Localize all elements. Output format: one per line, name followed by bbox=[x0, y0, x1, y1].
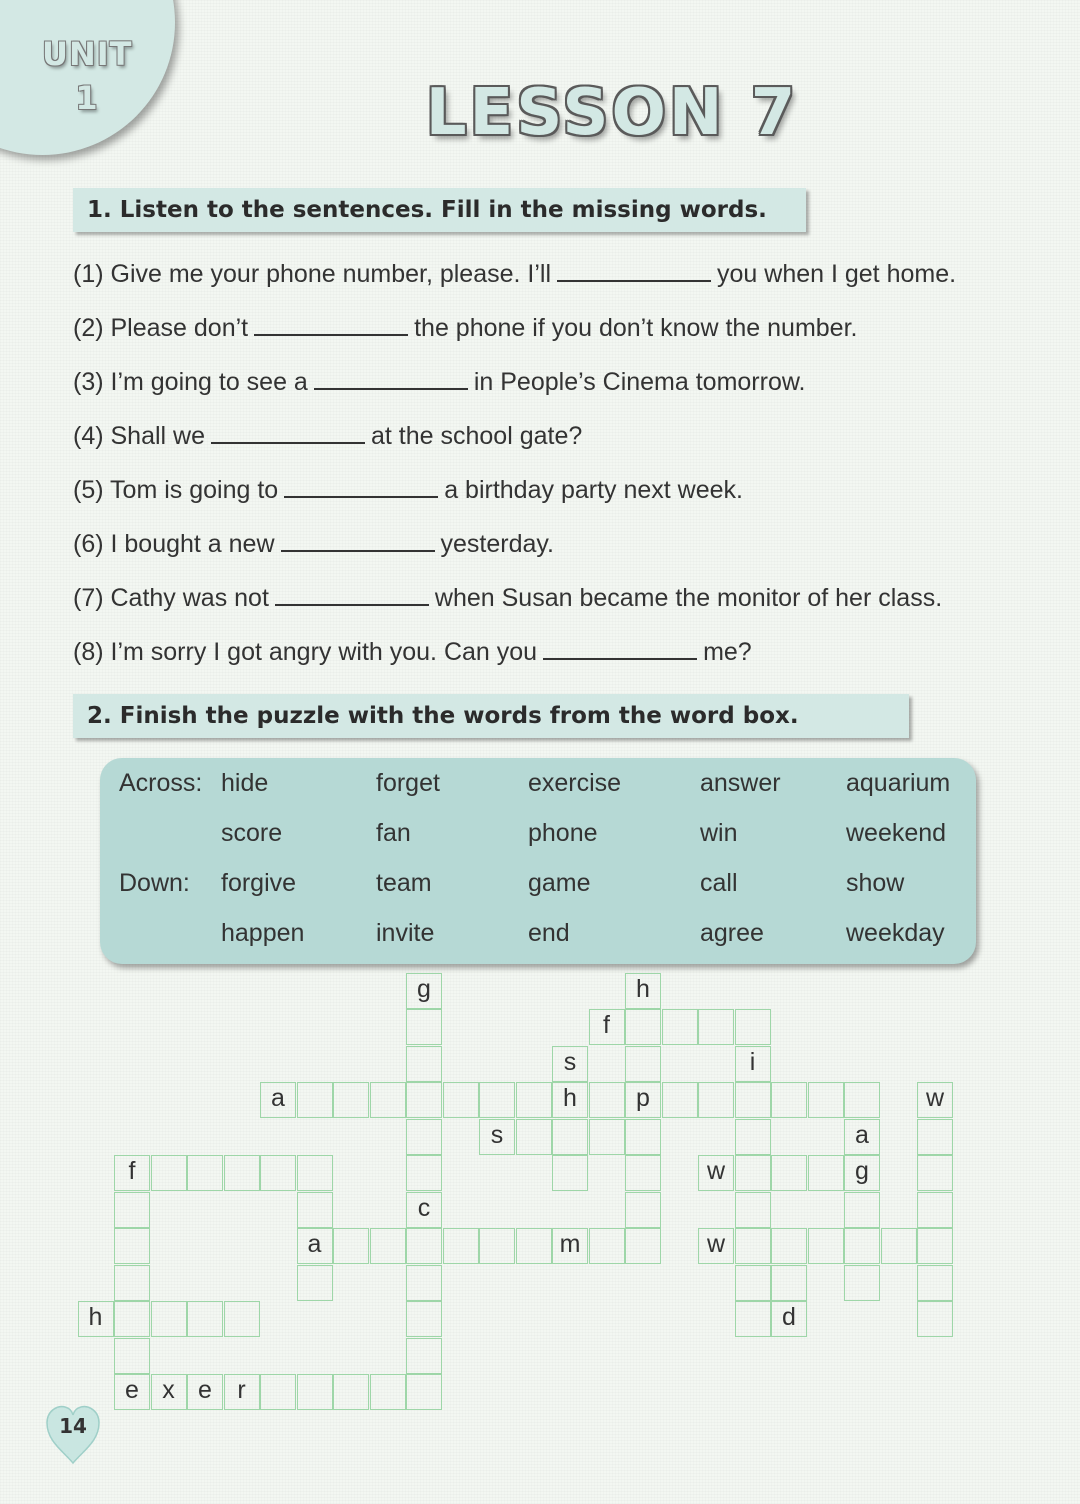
word-box-word: show bbox=[846, 869, 905, 897]
crossword-cell[interactable] bbox=[151, 1155, 187, 1191]
crossword-cell[interactable] bbox=[224, 1301, 260, 1337]
page-number: 14 bbox=[59, 1414, 87, 1438]
crossword-given-letter: g bbox=[417, 974, 431, 1003]
crossword-cell[interactable] bbox=[771, 1228, 807, 1264]
sentence-1 bbox=[73, 258, 956, 290]
word-box-word: exercise bbox=[528, 769, 622, 797]
crossword-cell[interactable] bbox=[406, 1374, 442, 1410]
crossword-given-letter: s bbox=[563, 1047, 577, 1076]
unit-number: 1 bbox=[75, 79, 99, 117]
crossword-cell[interactable] bbox=[625, 1119, 661, 1155]
crossword-cell[interactable] bbox=[808, 1155, 844, 1191]
word-box-word: score bbox=[221, 819, 283, 847]
crossword-cell[interactable] bbox=[187, 1155, 223, 1191]
crossword-cell[interactable] bbox=[260, 1155, 296, 1191]
crossword-cell[interactable] bbox=[297, 1265, 333, 1301]
word-box-word: forgive bbox=[221, 869, 297, 897]
crossword-given-letter: w bbox=[706, 1230, 726, 1258]
crossword-cell[interactable] bbox=[625, 1192, 661, 1228]
sentence-8 bbox=[73, 636, 752, 668]
crossword-given-letter: a bbox=[271, 1084, 285, 1112]
crossword-cell[interactable] bbox=[844, 1228, 880, 1264]
crossword-cell[interactable] bbox=[370, 1082, 406, 1118]
crossword-cell[interactable] bbox=[771, 1265, 807, 1301]
crossword-cell[interactable] bbox=[735, 1301, 771, 1337]
crossword-cell[interactable] bbox=[370, 1228, 406, 1264]
word-box-word: win bbox=[700, 819, 738, 847]
crossword-cell[interactable] bbox=[735, 1155, 771, 1191]
crossword-cell[interactable] bbox=[552, 1155, 588, 1191]
answer-blank[interactable] bbox=[543, 638, 697, 660]
crossword-cell[interactable] bbox=[406, 1228, 442, 1264]
word-box bbox=[100, 758, 976, 964]
crossword-given-letter: e bbox=[125, 1376, 139, 1404]
sentence-text-after: when Susan became the monitor of her class. bbox=[434, 584, 943, 612]
sentence-text-after: at the school gate? bbox=[371, 422, 583, 450]
crossword-cell[interactable] bbox=[662, 1082, 698, 1118]
crossword-cell[interactable] bbox=[844, 1082, 880, 1118]
crossword-cell[interactable] bbox=[589, 1119, 625, 1155]
crossword-cell[interactable] bbox=[917, 1228, 953, 1264]
sentence-7 bbox=[73, 582, 942, 614]
crossword-cell[interactable] bbox=[151, 1301, 187, 1337]
crossword-cell[interactable] bbox=[333, 1228, 369, 1264]
crossword-cell[interactable] bbox=[625, 1155, 661, 1191]
crossword-cell[interactable] bbox=[297, 1192, 333, 1228]
crossword-given-letter: h bbox=[563, 1084, 577, 1112]
crossword-cell[interactable] bbox=[406, 1119, 442, 1155]
word-box-word: fan bbox=[376, 819, 411, 847]
crossword-cell[interactable] bbox=[406, 1046, 442, 1082]
crossword-given-letter: g bbox=[855, 1157, 869, 1185]
lesson-title: LESSON 7 bbox=[425, 76, 799, 150]
crossword-cell[interactable] bbox=[406, 1082, 442, 1118]
answer-blank[interactable] bbox=[211, 422, 365, 444]
crossword-cell[interactable] bbox=[808, 1082, 844, 1118]
crossword-given-letter: x bbox=[162, 1376, 175, 1404]
word-box-word: weekday bbox=[846, 919, 945, 947]
word-box-word: call bbox=[700, 869, 738, 897]
crossword-cell[interactable] bbox=[443, 1082, 479, 1118]
crossword-cell[interactable] bbox=[516, 1228, 552, 1264]
down-label: Down: bbox=[119, 869, 190, 897]
sentence-text-after: in People’s Cinema tomorrow. bbox=[473, 368, 806, 396]
crossword-cell[interactable] bbox=[735, 1082, 771, 1118]
crossword-given-letter: w bbox=[925, 1084, 945, 1112]
crossword-given-letter: m bbox=[559, 1230, 581, 1258]
word-box-word: game bbox=[528, 869, 591, 897]
crossword-given-letter: w bbox=[706, 1157, 726, 1185]
crossword-given-letter: a bbox=[307, 1230, 322, 1258]
answer-blank[interactable] bbox=[314, 368, 468, 390]
crossword-cell[interactable] bbox=[698, 1082, 734, 1118]
sentence-text-after: a birthday party next week. bbox=[444, 476, 743, 504]
word-box-word: aquarium bbox=[846, 769, 951, 797]
crossword-cell[interactable] bbox=[771, 1082, 807, 1118]
crossword-cell[interactable] bbox=[917, 1301, 953, 1337]
crossword-cell[interactable] bbox=[662, 1009, 698, 1045]
sentence-3 bbox=[73, 366, 805, 398]
crossword-cell[interactable] bbox=[917, 1192, 953, 1228]
crossword-given-letter: f bbox=[128, 1157, 136, 1185]
sentence-text-after: the phone if you don’t know the number. bbox=[414, 314, 858, 342]
sentence-text-before: (8) I’m sorry I got angry with you. Can you bbox=[73, 638, 538, 666]
word-box-word: phone bbox=[528, 819, 598, 847]
sentence-text-before: (4) Shall we bbox=[73, 422, 205, 450]
crossword-cell[interactable] bbox=[406, 1265, 442, 1301]
crossword-cell[interactable] bbox=[735, 1192, 771, 1228]
sentence-text-before: (2) Please don’t bbox=[73, 314, 249, 342]
sentence-text-before: (6) I bought a new bbox=[73, 530, 275, 558]
crossword-given-letter: r bbox=[237, 1376, 246, 1404]
crossword-cell[interactable] bbox=[917, 1119, 953, 1155]
crossword-given-letter: s bbox=[490, 1120, 504, 1149]
crossword-cell[interactable] bbox=[114, 1301, 150, 1337]
crossword-given-letter: p bbox=[636, 1084, 650, 1112]
crossword-cell[interactable] bbox=[187, 1301, 223, 1337]
crossword-cell[interactable] bbox=[589, 1228, 625, 1264]
sentence-6 bbox=[73, 528, 554, 560]
crossword-cell[interactable] bbox=[406, 1009, 442, 1045]
crossword-given-letter: h bbox=[636, 974, 650, 1003]
crossword-cell[interactable] bbox=[114, 1228, 150, 1264]
crossword-cell[interactable] bbox=[516, 1119, 552, 1155]
unit-label bbox=[42, 32, 132, 120]
crossword-cell[interactable] bbox=[917, 1155, 953, 1191]
sentence-text-after: yesterday. bbox=[440, 530, 554, 558]
sentence-text-before: (1) Give me your phone number, please. I’ll bbox=[73, 260, 552, 288]
word-box-word: forget bbox=[376, 769, 440, 797]
crossword-cell[interactable] bbox=[333, 1374, 369, 1410]
answer-blank[interactable] bbox=[284, 476, 438, 498]
crossword-given-letter: f bbox=[603, 1011, 610, 1039]
word-box-word: invite bbox=[376, 919, 435, 947]
crossword-cell[interactable] bbox=[735, 1265, 771, 1301]
crossword-cell[interactable] bbox=[479, 1228, 515, 1264]
crossword-cell[interactable] bbox=[406, 1155, 442, 1191]
task2-heading: 2. Finish the puzzle with the words from the word box. bbox=[73, 694, 909, 738]
crossword-cell[interactable] bbox=[771, 1155, 807, 1191]
crossword-cell[interactable] bbox=[808, 1228, 844, 1264]
crossword-cell[interactable] bbox=[735, 1009, 771, 1045]
crossword-given-letter: a bbox=[855, 1120, 869, 1149]
crossword-cell[interactable] bbox=[735, 1228, 771, 1264]
crossword-cell[interactable] bbox=[297, 1155, 333, 1191]
crossword-given-letter: e bbox=[198, 1376, 212, 1404]
crossword-cell[interactable] bbox=[406, 1301, 442, 1337]
word-box-word: team bbox=[376, 869, 432, 897]
crossword-given-letter: i bbox=[749, 1047, 756, 1076]
answer-blank[interactable] bbox=[281, 530, 435, 552]
answer-blank[interactable] bbox=[557, 260, 711, 282]
sentence-5 bbox=[73, 474, 743, 506]
crossword-cell[interactable] bbox=[625, 1009, 661, 1045]
crossword-cell[interactable] bbox=[698, 1009, 734, 1045]
sentence-text-before: (3) I’m going to see a bbox=[73, 368, 308, 396]
task1-heading: 1. Listen to the sentences. Fill in the missing words. bbox=[73, 188, 806, 232]
crossword-cell[interactable] bbox=[370, 1374, 406, 1410]
sentence-4 bbox=[73, 420, 582, 452]
word-box-word: happen bbox=[221, 919, 305, 947]
unit-word: UNIT bbox=[42, 35, 133, 73]
crossword-cell[interactable] bbox=[260, 1374, 296, 1410]
crossword-cell[interactable] bbox=[297, 1082, 333, 1118]
answer-blank[interactable] bbox=[275, 584, 429, 606]
crossword-cell[interactable] bbox=[625, 1046, 661, 1082]
sentence-text-before: (7) Cathy was not bbox=[73, 584, 269, 612]
crossword-cell[interactable] bbox=[114, 1338, 150, 1374]
crossword-cell[interactable] bbox=[333, 1082, 369, 1118]
crossword-cell[interactable] bbox=[516, 1082, 552, 1118]
crossword-cell[interactable] bbox=[735, 1119, 771, 1155]
crossword-cell[interactable] bbox=[589, 1082, 625, 1118]
crossword-cell[interactable] bbox=[224, 1155, 260, 1191]
crossword-cell[interactable] bbox=[443, 1228, 479, 1264]
answer-blank[interactable] bbox=[254, 314, 408, 336]
crossword-cell[interactable] bbox=[479, 1082, 515, 1118]
crossword-cell[interactable] bbox=[844, 1265, 880, 1301]
sentence-text-after: you when I get home. bbox=[717, 260, 957, 288]
crossword-given-letter: d bbox=[782, 1303, 796, 1331]
word-box-word: answer bbox=[700, 769, 781, 797]
crossword-cell[interactable] bbox=[917, 1265, 953, 1301]
across-label: Across: bbox=[119, 769, 203, 797]
crossword-cell[interactable] bbox=[552, 1119, 588, 1155]
crossword-cell[interactable] bbox=[114, 1192, 150, 1228]
word-box-word: agree bbox=[700, 919, 764, 947]
word-box-word: weekend bbox=[846, 819, 947, 847]
crossword-cell[interactable] bbox=[406, 1338, 442, 1374]
crossword-given-letter: c bbox=[417, 1193, 431, 1222]
crossword-given-letter: h bbox=[88, 1303, 103, 1331]
sentence-text-after: me? bbox=[703, 638, 752, 666]
crossword-cell[interactable] bbox=[625, 1228, 661, 1264]
sentence-2 bbox=[73, 312, 857, 344]
crossword-cell[interactable] bbox=[297, 1374, 333, 1410]
word-box-word: hide bbox=[221, 769, 269, 797]
crossword-cell[interactable] bbox=[844, 1192, 880, 1228]
crossword-cell[interactable] bbox=[114, 1265, 150, 1301]
sentence-text-before: (5) Tom is going to bbox=[73, 476, 279, 504]
word-box-word: end bbox=[528, 919, 570, 947]
crossword-cell[interactable] bbox=[881, 1228, 917, 1264]
